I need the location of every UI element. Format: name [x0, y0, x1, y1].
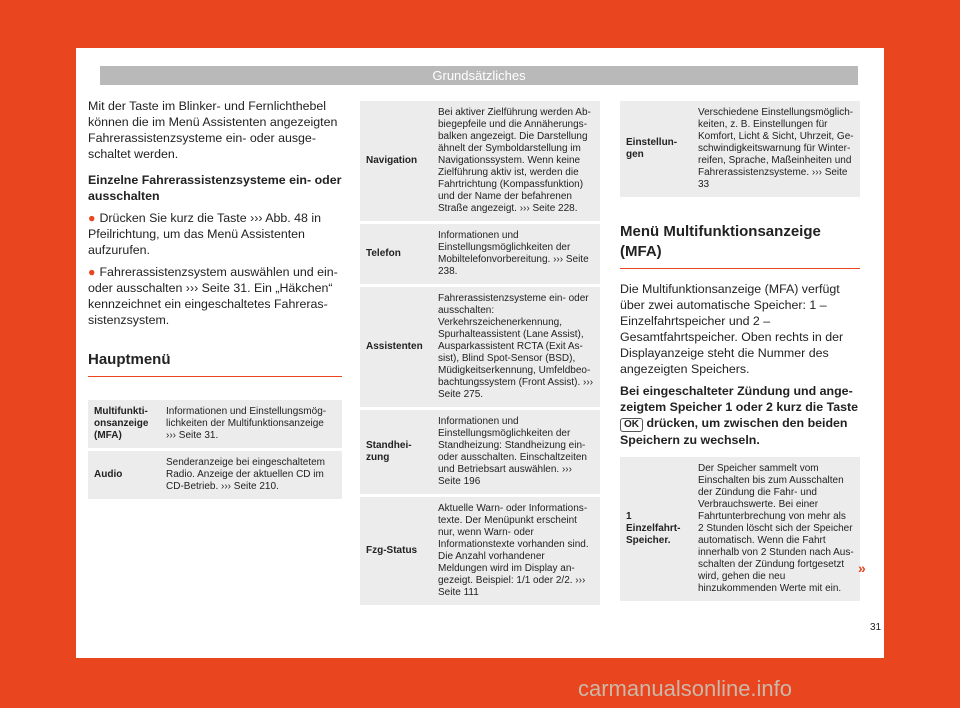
table-row: [360, 224, 600, 284]
column-right: [620, 98, 860, 604]
table-row: [88, 400, 342, 448]
table-row: [360, 287, 600, 407]
section-heading-mfa: Menü Multifunktionsanzeige (MFA): [620, 222, 860, 269]
row-value: Informationen und Einstellungsmöglichkeiten der Standheizung: Standheizung ein- oder ausschalten. Einschaltzeiten und Betriebsart auswählen. ››› Seite 196: [432, 410, 600, 494]
row-key: Einstellungen: [620, 101, 692, 197]
page-header: Grundsätzliches: [100, 66, 858, 85]
step-1-text: Drücken Sie kurz die Taste ››› Abb. 48 in Pfeilrichtung, um das Menü Assistenten aufzurufen.: [88, 211, 322, 257]
menu-table-continued: [360, 98, 600, 608]
row-value: Der Speicher sammelt vom Einschalten bis zum Ausschalten der Zündung die Fahr- und Verbrauchswerte. Bei einer Fahrtunterbrechung von mehr als 2 Stunden löscht sich der Speicher automatisch. Wenn die Fahrt innerhalb von 2 Stunden nach Ausschalten der Zündung fortgesetzt wird, gehen die neu hinzukommenden Werte mit ein.: [692, 457, 860, 601]
row-key: Standheizung: [360, 410, 432, 494]
section-subheading: Einzelne Fahrerassistenzsysteme ein- oder ausschalten: [88, 173, 342, 203]
watermark: carmanualsonline.info: [578, 676, 793, 701]
row-key: Assistenten: [360, 287, 432, 407]
menu-table-end: [620, 98, 860, 200]
instruction-part-a: Bei eingeschalteter Zündung und angezeigtem Speicher 1 oder 2 kurz die Taste: [620, 384, 859, 414]
step-2-text: Fahrerassistenzsystem auswählen und ein- oder ausschalten ››› Seite 31. Ein „Häkchen“ kennzeichnet ein eingeschaltetes Fahrerassistenzsystem.: [88, 265, 338, 327]
mfa-instruction: [620, 383, 860, 448]
row-key: Telefon: [360, 224, 432, 284]
column-middle: [360, 98, 600, 608]
row-value: Bei aktiver Zielführung werden Abbiegepfeile und die Annäherungsbalken angezeigt. Die Darstellung ähnelt der Symboldarstellung im Navigationssystem. Wenn keine Zielführung aktiv ist, werden die Fahrtrichtung (Kompassfunktion) und der Name der befahrenen Straße angezeigt. ››› Seite 228.: [432, 101, 600, 221]
table-row: [620, 457, 860, 601]
row-value: Informationen und Einstellungsmöglichkeiten der Mobiltelefonvorbereitung. ››› Seite 238.: [432, 224, 600, 284]
step-2: [88, 264, 342, 328]
row-key: Fzg-Status: [360, 497, 432, 605]
continued-arrow-icon: »: [858, 560, 866, 576]
step-1: [88, 210, 342, 258]
row-value: Fahrerassistenzsysteme ein- oder ausschalten: Verkehrszeichenerkennung, Spurhalteassistent (Lane Assist), Ausparkassistent RCTA (Exit Assist), Blind Spot-Sensor (BSD), Müdigkeitserkennung, Umfeldbeobachtungssystem (Front Assist). ››› Seite 275.: [432, 287, 600, 407]
table-row: [88, 451, 342, 499]
menu-table: [88, 397, 342, 502]
table-row: [360, 101, 600, 221]
mfa-intro: Die Multifunktionsanzeige (MFA) verfügt über zwei automatische Speicher: 1 – Einzelfahrtspeicher und 2 – Gesamtfahrtspeicher. Oben rechts in der Displayanzeige steht die Nummer des angezeigten Speichers.: [620, 282, 844, 376]
memory-table: [620, 454, 860, 604]
row-value: Aktuelle Warn- oder Informationstexte. Der Menüpunkt erscheint nur, wenn Warn- oder Informationstexte vorhanden sind. Die Anzahl vorhandener Meldungen wird im Display angezeigt. Beispiel: 1/1 oder 2/2. ››› Seite 111: [432, 497, 600, 605]
column-left: [88, 98, 342, 502]
table-row: [620, 101, 860, 197]
bullet-icon: ●: [88, 265, 96, 279]
page-number: 31: [870, 622, 882, 633]
row-value: Senderanzeige bei eingeschaltetem Radio. Anzeige der aktuellen CD im CD-Betrieb. ››› Seite 210.: [160, 451, 342, 499]
row-value: Verschiedene Einstellungsmöglichkeiten, z. B. Einstellungen für Komfort, Licht & Sicht, Uhrzeit, Geschwindigkeitswarnung für Winterreifen, Sprache, Maßeinheiten und Fahrerassistenzsysteme. ››› Seite 33: [692, 101, 860, 197]
row-key: 1 Einzelfahrt-Speicher.: [620, 457, 692, 601]
row-key: Audio: [88, 451, 160, 499]
row-key: Navigation: [360, 101, 432, 221]
intro-text: Mit der Taste im Blinker- und Fernlichthebel können die im Menü Assistenten angezeigten Fahrerassistenzsysteme ein- oder ausgeschaltet werden.: [88, 99, 338, 161]
row-value: Informationen und Einstellungsmöglichkeiten der Multifunktionsanzeige ››› Seite 31.: [160, 400, 342, 448]
row-key: Multifunktionsanzeige (MFA): [88, 400, 160, 448]
instruction-part-b: drücken, um zwischen den beiden Speichern zu wechseln.: [620, 416, 848, 447]
section-heading-hauptmenu: Hauptmenü: [88, 350, 342, 377]
ok-key-icon: OK: [620, 418, 643, 432]
bullet-icon: ●: [88, 211, 96, 225]
table-row: [360, 497, 600, 605]
table-row: [360, 410, 600, 494]
